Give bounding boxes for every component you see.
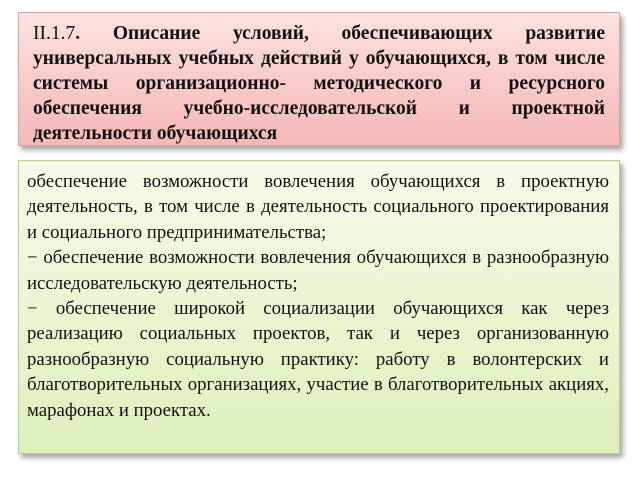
- list-item: − обеспечение возможности вовлечения обучающихся в разнообразную исследовательскую деятельность;: [27, 247, 609, 294]
- list-item: обеспечение возможности вовлечения обучающихся в проектную деятельность, в том числе в деятельность социального проектирования и социального предпринимательства;: [27, 171, 609, 243]
- list-item: − обеспечение широкой социализации обучающихся как через реализацию социальных проектов, так и через организованную разнообразную социальную практику: работу в волонтерских и благотворительных организациях, участие в благотворительных акциях, марафонах и проектах.: [27, 298, 609, 421]
- section-title-box: [18, 12, 620, 146]
- section-title: [33, 21, 605, 146]
- conditions-list-box: [18, 160, 620, 454]
- section-title-text: . Описание условий, обеспечивающих развитие универсальных учебных действий у обучающихся, в том числе системы организационно- методического и ресурсного обеспечения учебно-исследовательской и проектной деятельности обучающихся: [33, 23, 605, 144]
- section-number: II.1.7: [33, 23, 76, 44]
